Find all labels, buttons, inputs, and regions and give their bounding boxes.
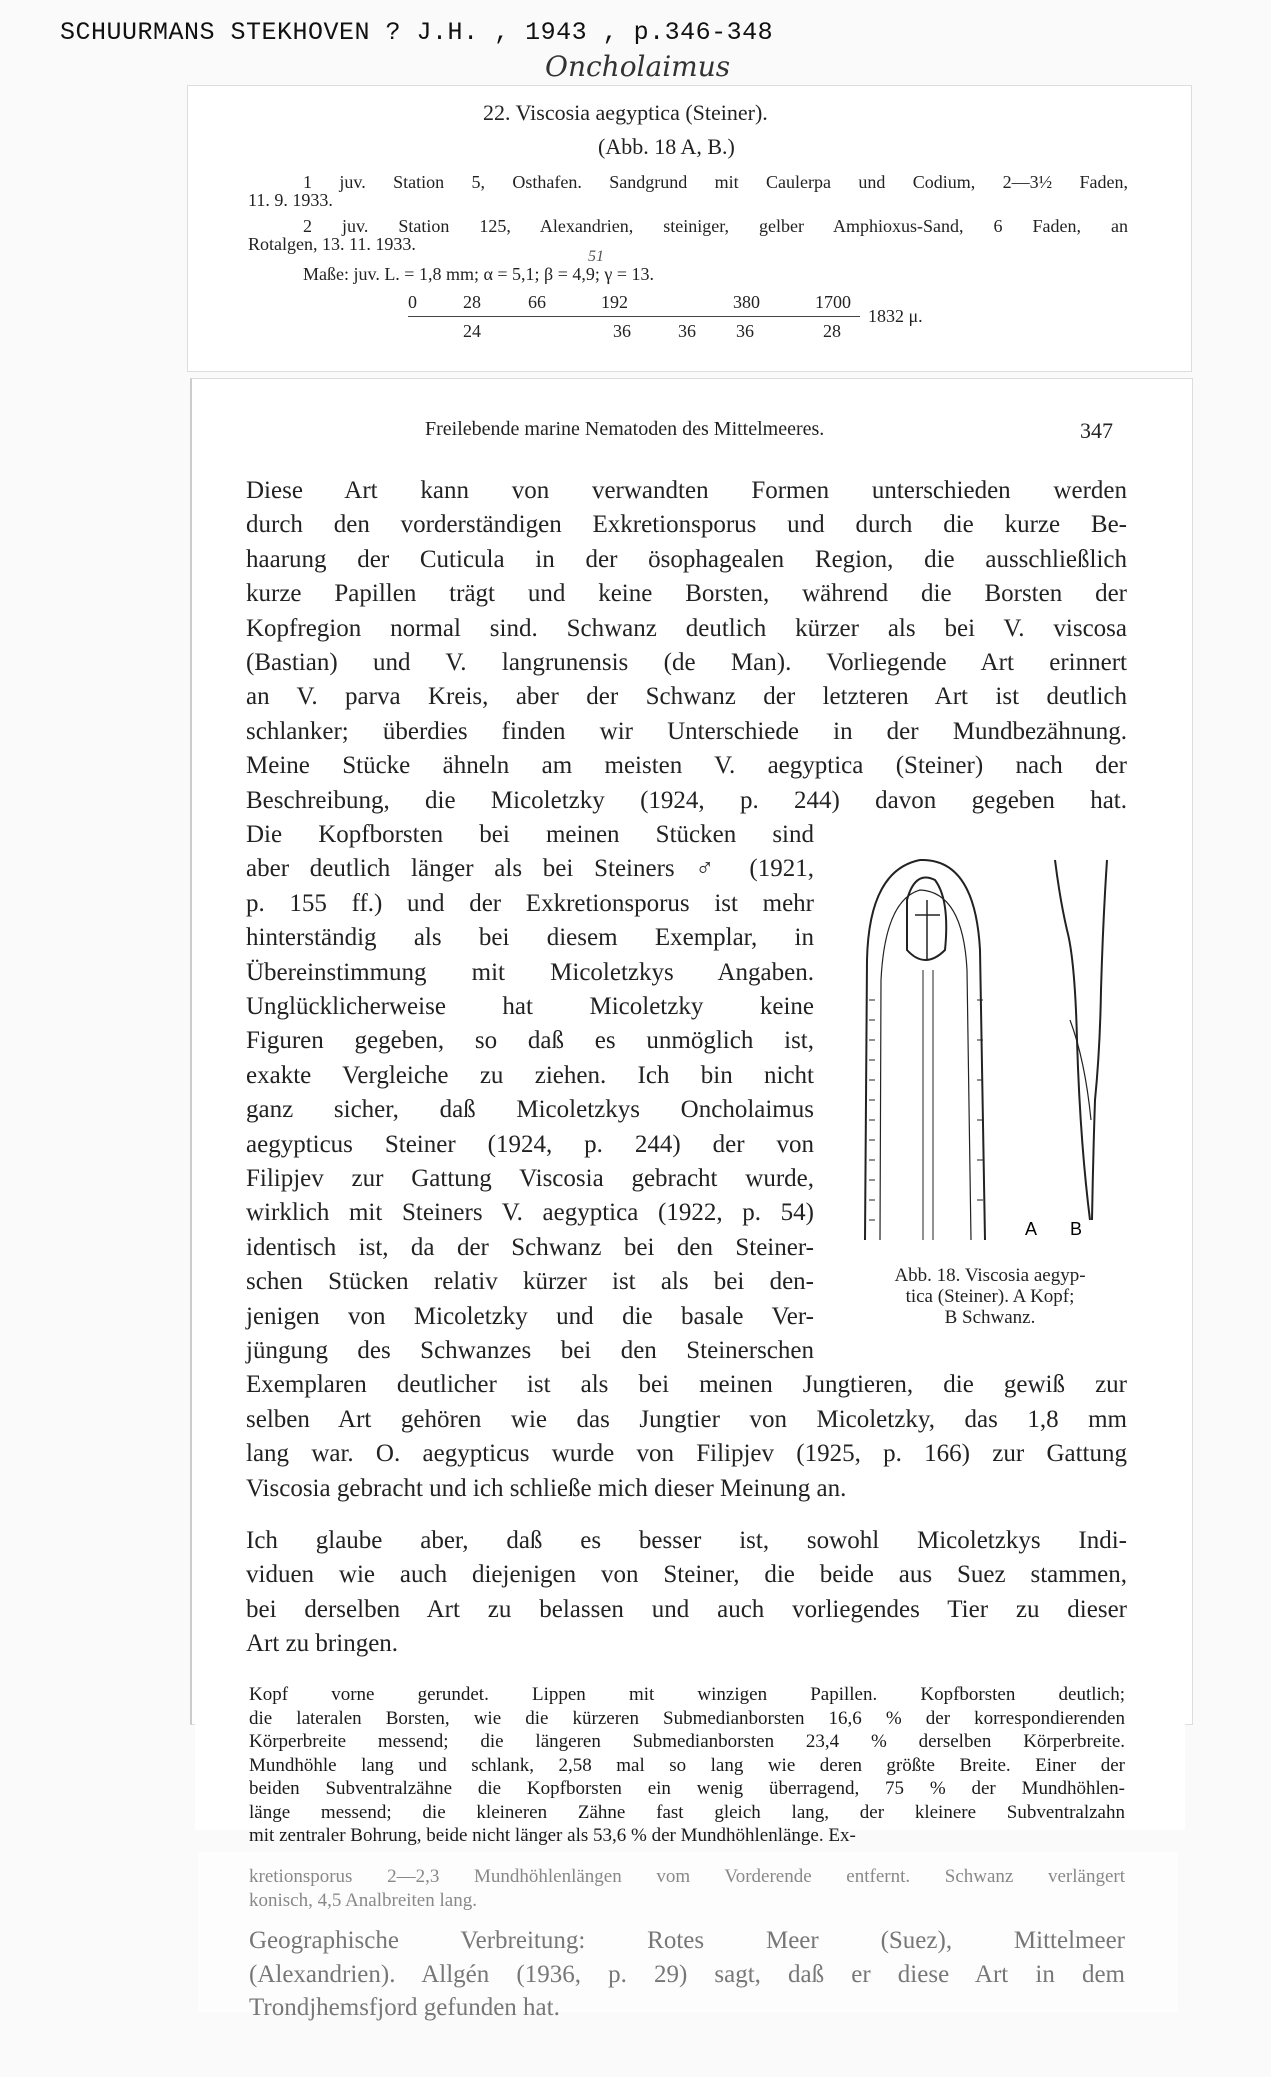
paragraph-line: viduen wie auch diejenigen von Steiner, die beide aus Suez stammen,: [246, 1561, 1127, 1589]
figure-label-a: A: [1025, 1219, 1038, 1239]
formula-bottom: 36: [613, 321, 631, 341]
formula-top: 0: [408, 292, 417, 312]
body-line: Meine Stücke ähneln am meisten V. aegyptica (Steiner) nach der: [246, 752, 1127, 780]
description-line: Kopf vorne gerundet. Lippen mit winzigen Papillen. Kopfborsten deutlich;: [249, 1684, 1125, 1705]
description-line: Mundhöhle lang und schlank, 2,58 mal so lang wie deren größte Breite. Einer der: [249, 1754, 1125, 1776]
record-line: 11. 9. 1933.: [248, 190, 333, 210]
measurements: Maße: juv. L. = 1,8 mm; α = 5,1; β = 4,9; γ = 13.: [303, 264, 654, 284]
description-line: länge messend; die kleineren Zähne fast gleich lang, der kleinere Subventralzahn: [249, 1801, 1125, 1823]
body-line: p. 155 ff.) und der Exkretionsporus ist mehr: [246, 889, 814, 917]
body-line: Kopfregion normal sind. Schwanz deutlich kürzer als bei V. viscosa: [246, 614, 1127, 642]
formula-total: 1832 μ.: [868, 306, 923, 326]
paragraph-line: Ich glaube aber, daß es besser ist, sowohl Micoletzkys Indi-: [246, 1527, 1127, 1554]
formula-top: 1700: [815, 292, 851, 312]
body-line: aegypticus Steiner (1924, p. 244) der von: [246, 1130, 814, 1158]
distribution-line: Geographische Verbreitung: Rotes Meer (Suez), Mittelmeer: [249, 1927, 1125, 1954]
caption-line: Abb. 18. Viscosia aegyp-: [894, 1265, 1086, 1286]
formula-bottom: 28: [823, 321, 841, 341]
tail-drawing-b: [1055, 860, 1107, 1220]
body-line: (Bastian) und V. langrunensis (de Man). Vorliegende Art erinnert: [246, 649, 1127, 676]
body-line: identisch ist, da der Schwanz bei den Steiner-: [246, 1233, 814, 1261]
formula-top: 66: [528, 292, 546, 312]
body-line: Figuren gegeben, so daß es unmöglich ist,: [246, 1027, 814, 1055]
record-line: 1 juv. Station 5, Osthafen. Sandgrund mit Caulerpa und Codium, 2—3½ Faden,: [303, 172, 1128, 192]
body-line: durch den vorderständigen Exkretionsporus und durch die kurze Be-: [246, 511, 1127, 539]
body-line: haarung der Cuticula in der ösophagealen Region, die ausschließlich: [246, 545, 1127, 573]
description-line: beiden Subventralzähne die Kopfborsten ein wenig überragend, 75 % der Mundhöhlen-: [249, 1778, 1125, 1799]
paragraph-line: bei derselben Art zu belassen und auch vorliegendes Tier zu dieser: [246, 1595, 1127, 1623]
record-line: Rotalgen, 13. 11. 1933.: [248, 234, 416, 254]
formula-bottom: 36: [736, 321, 754, 341]
citation-header: SCHUURMANS STEKHOVEN ? J.H. , 1943 , p.346-348: [60, 18, 774, 47]
formula-top: 28: [463, 292, 481, 312]
body-line: Unglücklicherweise hat Micoletzky keine: [246, 993, 814, 1020]
caption-line: B Schwanz.: [944, 1307, 1036, 1328]
figure-reference: (Abb. 18 A, B.): [598, 134, 735, 159]
body-line: Die Kopfborsten bei meinen Stücken sind: [246, 821, 814, 848]
head-drawing-a: [865, 860, 985, 1240]
figure-caption: [850, 1265, 1130, 1328]
body-line: kurze Papillen trägt und keine Borsten, während die Borsten der: [246, 580, 1127, 608]
formula-bottom: 24: [463, 321, 481, 341]
body-line: Beschreibung, die Micoletzky (1924, p. 244) davon gegeben hat.: [246, 786, 1127, 814]
page-number: 347: [1080, 418, 1113, 443]
body-line: lang war. O. aegypticus wurde von Filipjev (1925, p. 166) zur Gattung: [246, 1440, 1127, 1468]
figure-label-b: B: [1070, 1219, 1083, 1239]
body-line: jenigen von Micoletzky und die basale Ver-: [246, 1302, 814, 1330]
caption-line: tica (Steiner). A Kopf;: [905, 1286, 1075, 1307]
body-line: wirklich mit Steiners V. aegyptica (1922, p. 54): [246, 1199, 814, 1227]
body-line: hinterständig als bei diesem Exemplar, in: [246, 924, 814, 952]
description-line: konisch, 4,5 Analbreiten lang.: [249, 1890, 477, 1911]
running-head: Freilebende marine Nematoden des Mittelmeeres.: [425, 418, 825, 440]
body-line: schen Stücken relativ kürzer ist als bei den-: [246, 1268, 814, 1296]
species-title: 22. Viscosia aegyptica (Steiner).: [483, 100, 768, 125]
description-line: die lateralen Borsten, wie die kürzeren Submedianborsten 16,6 % der korrespondierenden: [249, 1707, 1125, 1729]
description-line: kretionsporus 2—2,3 Mundhöhlenlängen vom Vorderende entfernt. Schwanz verlängert: [249, 1866, 1125, 1887]
body-line: Diese Art kann von verwandten Formen unterschieden werden: [246, 477, 1127, 504]
description-line: Körperbreite messend; die längeren Submedianborsten 23,4 % derselben Körperbreite.: [249, 1731, 1125, 1752]
body-line: Filipjev zur Gattung Viscosia gebracht wurde,: [246, 1165, 814, 1192]
body-line: selben Art gehören wie das Jungtier von Micoletzky, das 1,8 mm: [246, 1405, 1127, 1433]
distribution-line: (Alexandrien). Allgén (1936, p. 29) sagt, daß er diese Art in dem: [249, 1960, 1125, 1988]
body-line: exakte Vergleiche zu ziehen. Ich bin nicht: [246, 1061, 814, 1089]
species-header-clipping: [187, 85, 1192, 372]
formula-rule: [408, 316, 860, 317]
body-line: an V. parva Kreis, aber der Schwanz der letzteren Art ist deutlich: [246, 683, 1127, 711]
formula-bottom: 36: [678, 321, 696, 341]
body-line: aber deutlich länger als bei Steiners ♂ (1921,: [246, 855, 814, 883]
handwritten-correction: 51: [588, 248, 604, 265]
formula-top: 380: [733, 292, 760, 312]
paragraph-line: Art zu bringen.: [246, 1630, 399, 1658]
body-line: jüngung des Schwanzes bei den Steinerschen: [246, 1337, 814, 1364]
record-line: 2 juv. Station 125, Alexandrien, steiniger, gelber Amphioxus-Sand, 6 Faden, an: [303, 216, 1128, 236]
figure-18: [845, 840, 1130, 1250]
formula-top: 192: [601, 292, 628, 312]
body-line: Exemplaren deutlicher ist als bei meinen Jungtieren, die gewiß zur: [246, 1371, 1127, 1399]
description-line: mit zentraler Bohrung, beide nicht länger als 53,6 % der Mundhöhlenlänge. Ex-: [249, 1825, 856, 1846]
body-line: Übereinstimmung mit Micoletzkys Angaben.: [246, 958, 814, 986]
nematode-drawing: [845, 840, 1130, 1250]
body-line: ganz sicher, daß Micoletzkys Oncholaimus: [246, 1096, 814, 1124]
handwritten-genus-note: Oncholaimus: [545, 50, 731, 83]
distribution-line: Trondjhemsfjord gefunden hat.: [249, 1994, 560, 2021]
body-line: schlanker; überdies finden wir Unterschiede in der Mundbezähnung.: [246, 717, 1127, 745]
body-line: Viscosia gebracht und ich schließe mich dieser Meinung an.: [246, 1474, 847, 1502]
